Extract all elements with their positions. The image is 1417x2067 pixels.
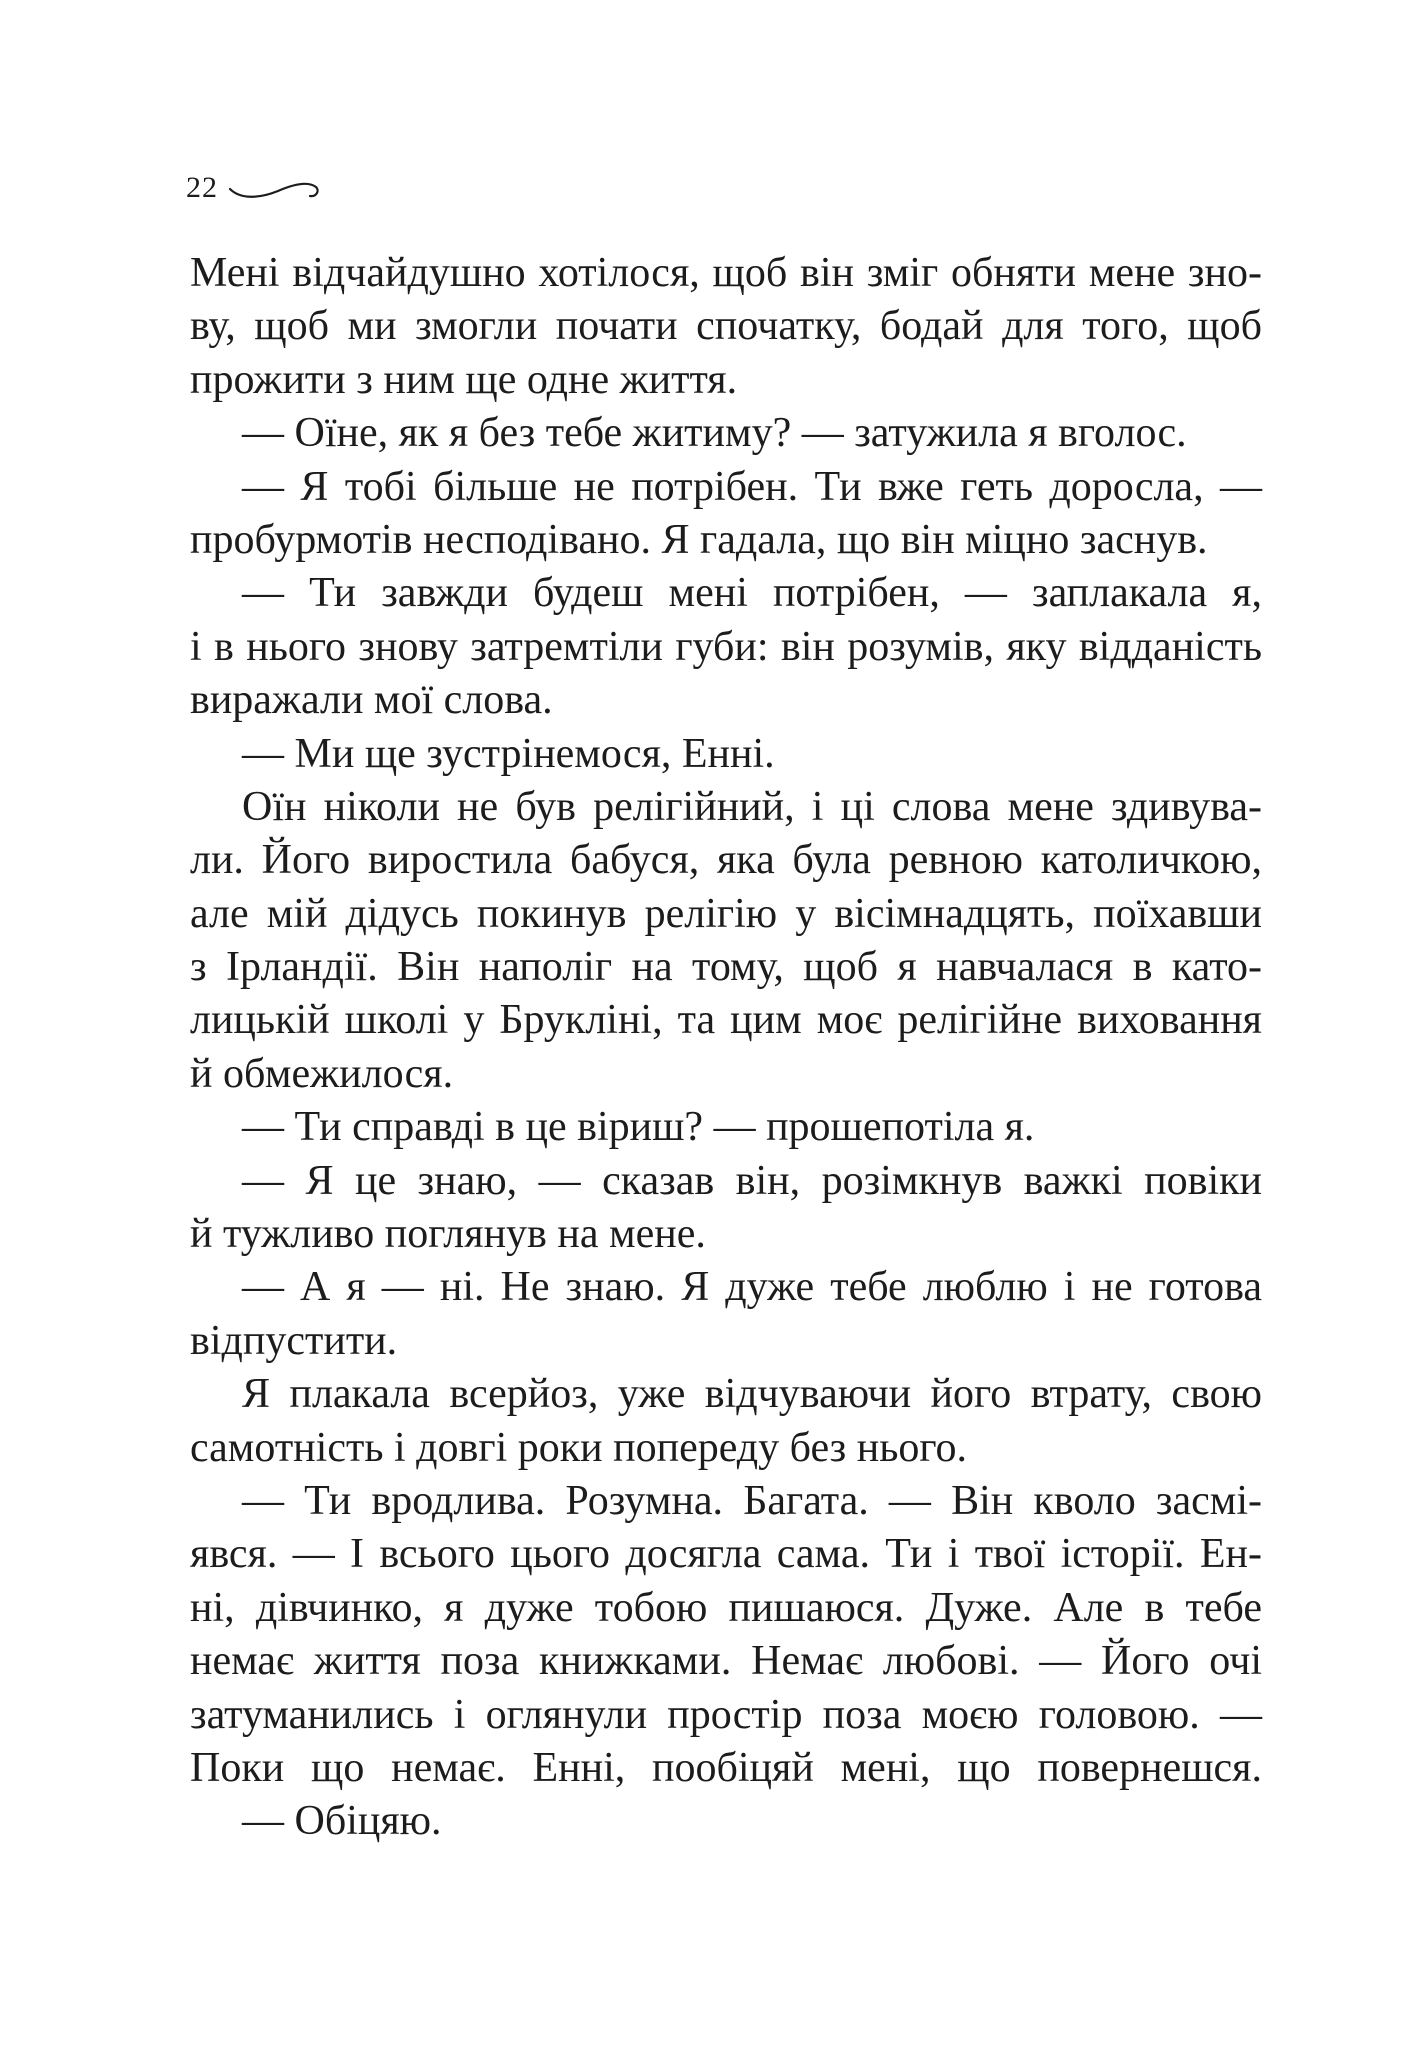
text-line: — Я тобі більше не потрібен. Ти вже геть доросла, —	[242, 463, 1262, 510]
text-line: Поки що немає. Енні, пообіцяй мені, що повернешся.	[190, 1744, 1262, 1791]
text-line: ву, щоб ми змогли почати спочатку, бодай для того, щоб	[190, 303, 1262, 350]
text-line: ли. Його виростила бабуся, яка була ревною католичкою,	[190, 837, 1262, 884]
text-line: ні, дівчинко, я дуже тобою пишаюся. Дуже. Але в тебе	[190, 1584, 1262, 1631]
swash-ornament-icon	[228, 175, 320, 205]
text-line: самотність і довгі роки попереду без нього.	[190, 1424, 968, 1471]
text-line: явся. — І всього цього досягла сама. Ти і твої історії. Ен-	[190, 1531, 1262, 1578]
text-line: немає життя поза книжками. Немає любові. — Його очі	[190, 1638, 1262, 1685]
text-line: й обмежилося.	[190, 1050, 454, 1097]
text-line: відпустити.	[190, 1317, 398, 1364]
text-line: — Ти справді в це віриш? — прошепотіла я.	[242, 1104, 1035, 1151]
text-line: і в нього знову затремтіли губи: він розумів, яку відданість	[190, 623, 1262, 670]
page-header	[186, 166, 320, 210]
text-line: але мій дідусь покинув релігію у вісімнадцять, поїхавши	[190, 890, 1262, 937]
text-line: з Ірландії. Він наполіг на тому, щоб я навчалася в като-	[190, 944, 1262, 991]
text-line: затуманились і оглянули простір поза моєю головою. —	[190, 1691, 1262, 1738]
text-line: — Оїне, як я без тебе житиму? — затужила я вголос.	[242, 410, 1187, 457]
text-line: лицькій школі у Брукліні, та цим моє релігійне виховання	[190, 997, 1262, 1044]
text-line: Мені відчайдушно хотілося, щоб він зміг обняти мене зно-	[190, 250, 1262, 296]
text-line: — А я — ні. Не знаю. Я дуже тебе люблю і не готова	[242, 1264, 1262, 1311]
page-number: 22	[186, 171, 218, 204]
body-text	[190, 247, 1262, 1849]
text-line: пробурмотів несподівано. Я гадала, що він міцно заснув.	[190, 516, 1208, 563]
text-line: — Ми ще зустрінемося, Енні.	[242, 730, 775, 777]
text-line: — Я це знаю, — сказав він, розімкнув важкі повіки	[242, 1157, 1262, 1204]
text-line: Я плакала всерйоз, уже відчуваючи його втрату, свою	[242, 1371, 1262, 1418]
text-line: прожити з ним ще одне життя.	[190, 356, 738, 403]
text-line: — Ти вродлива. Розумна. Багата. — Він кволо засмі-	[242, 1477, 1262, 1524]
text-line: — Ти завжди будеш мені потрібен, — заплакала я,	[242, 570, 1262, 617]
text-line: виражали мої слова.	[190, 677, 553, 724]
text-line: — Обіцяю.	[242, 1798, 442, 1845]
text-line: Оїн ніколи не був релігійний, і ці слова мене здивува-	[242, 783, 1262, 830]
text-line: й тужливо поглянув на мене.	[190, 1211, 706, 1258]
